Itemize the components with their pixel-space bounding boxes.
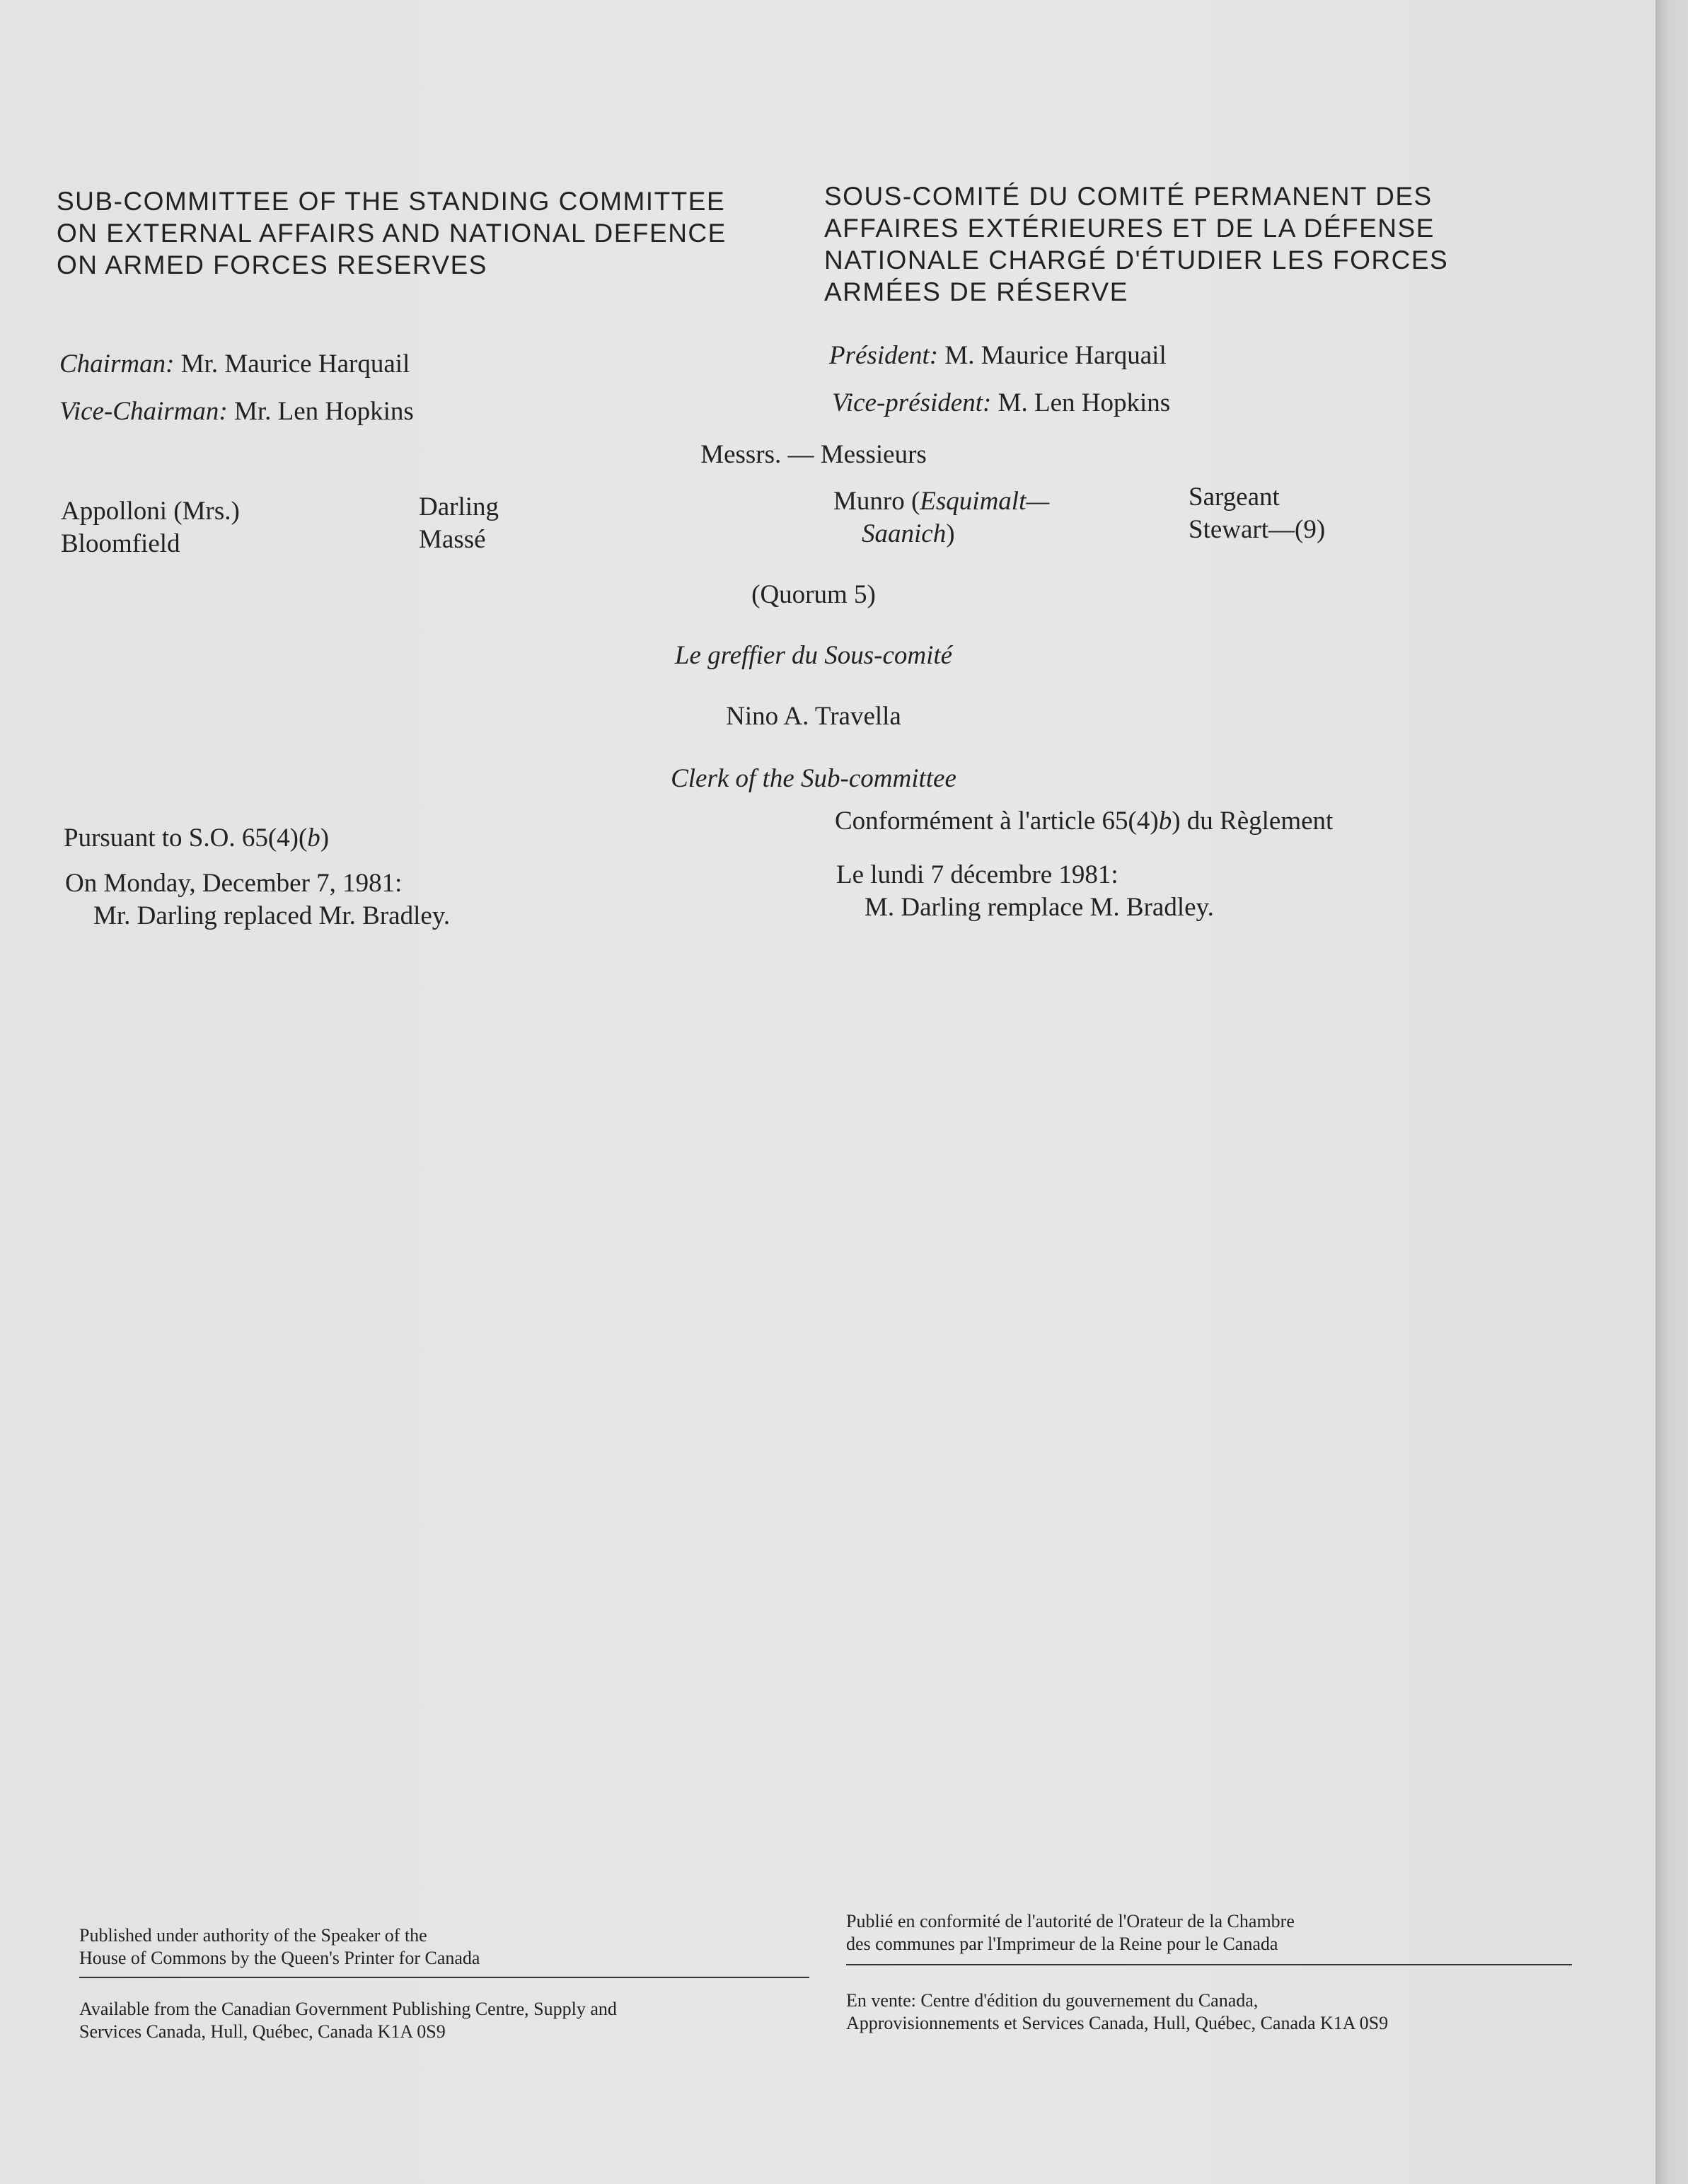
page-edge-shadow bbox=[1655, 0, 1688, 2184]
footer-en-available bbox=[79, 1998, 617, 2043]
pursuant-en-end: ) bbox=[320, 824, 330, 853]
footer-en-published-line-1: Published under authority of the Speaker of the bbox=[79, 1925, 427, 1946]
clerk-name: Nino A. Travella bbox=[726, 702, 901, 731]
member: Stewart—(9) bbox=[1189, 515, 1326, 544]
chairman-en-label: Chairman: bbox=[59, 349, 175, 379]
vice-chairman-en-name: Mr. Len Hopkins bbox=[233, 397, 414, 426]
clerk-title-fr: Le greffier du Sous-comité bbox=[674, 641, 953, 670]
change-fr-date: Le lundi 7 décembre 1981: bbox=[836, 860, 1118, 889]
change-fr-text: M. Darling remplace M. Bradley. bbox=[865, 893, 1214, 922]
member: Bloomfield bbox=[61, 529, 180, 558]
left-heading-line-3: ON ARMED FORCES RESERVES bbox=[57, 250, 487, 279]
chairman-en bbox=[59, 348, 410, 381]
footer-en-divider bbox=[79, 1977, 809, 1978]
chairman-fr bbox=[829, 340, 1167, 372]
right-heading bbox=[824, 180, 1448, 308]
change-en-text: Mr. Darling replaced Mr. Bradley. bbox=[93, 901, 451, 930]
footer-fr-divider bbox=[846, 1964, 1572, 1965]
footer-fr-available-line-2: Approvisionnements et Services Canada, Hull, Québec, Canada K1A 0S9 bbox=[846, 2013, 1389, 2033]
footer-en-available-line-2: Services Canada, Hull, Québec, Canada K1A 0S9 bbox=[79, 2021, 446, 2042]
vice-chairman-en-label: Vice-Chairman: bbox=[59, 397, 228, 426]
footer-en-published bbox=[79, 1924, 480, 1970]
right-heading-line-3: NATIONALE CHARGÉ D'ÉTUDIER LES FORCES bbox=[824, 245, 1449, 275]
vice-chairman-fr-name: M. Len Hopkins bbox=[998, 388, 1171, 417]
quorum: (Quorum 5) bbox=[751, 580, 876, 609]
vice-chairman-en bbox=[59, 395, 414, 428]
pursuant-en bbox=[64, 822, 329, 855]
chairman-fr-name: M. Maurice Harquail bbox=[944, 341, 1167, 370]
clerk-title-en: Clerk of the Sub-committee bbox=[671, 764, 956, 793]
vice-chairman-fr-label: Vice-président: bbox=[832, 388, 992, 417]
footer-fr-published-line-2: des communes par l'Imprimeur de la Reine pour le Canada bbox=[846, 1934, 1278, 1954]
pursuant-fr-italic: b bbox=[1158, 807, 1172, 836]
right-heading-line-1: SOUS-COMITÉ DU COMITÉ PERMANENT DES bbox=[824, 182, 1433, 211]
right-heading-line-4: ARMÉES DE RÉSERVE bbox=[824, 277, 1128, 306]
member-munro-name: Munro ( bbox=[833, 487, 920, 516]
left-heading-line-1: SUB-COMMITTEE OF THE STANDING COMMITTEE bbox=[57, 187, 726, 216]
change-en bbox=[65, 867, 450, 932]
member-munro-line-1 bbox=[833, 485, 1049, 518]
change-fr bbox=[836, 859, 1214, 924]
footer-en-available-line-1: Available from the Canadian Government Publishing Centre, Supply and bbox=[79, 1999, 617, 2019]
member-munro-line-2 bbox=[833, 518, 1049, 550]
pursuant-fr-end: ) du Règlement bbox=[1172, 807, 1334, 836]
right-heading-line-2: AFFAIRES EXTÉRIEURES ET DE LA DÉFENSE bbox=[824, 214, 1435, 243]
footer-en-published-line-2: House of Commons by the Queen's Printer for Canada bbox=[79, 1948, 480, 1968]
footer-fr-published bbox=[846, 1910, 1295, 1955]
member: Darling bbox=[419, 492, 499, 521]
footer-fr-available bbox=[846, 1989, 1388, 2035]
footer-fr-published-line-1: Publié en conformité de l'autorité de l'Orateur de la Chambre bbox=[846, 1911, 1295, 1931]
members-col-2 bbox=[419, 491, 499, 556]
footer-fr-available-line-1: En vente: Centre d'édition du gouvernement du Canada, bbox=[846, 1990, 1259, 2011]
chairman-en-name: Mr. Maurice Harquail bbox=[180, 349, 410, 379]
vice-chairman-fr bbox=[832, 387, 1170, 420]
pursuant-fr-text: Conformément à l'article 65(4) bbox=[835, 807, 1159, 836]
pursuant-fr bbox=[835, 805, 1333, 838]
members-col-1 bbox=[61, 495, 240, 560]
pursuant-en-italic: b bbox=[307, 824, 320, 853]
left-heading bbox=[57, 185, 727, 281]
member-munro-riding-2: Saanich bbox=[862, 519, 947, 548]
change-en-date: On Monday, December 7, 1981: bbox=[65, 869, 403, 898]
member: Massé bbox=[419, 525, 486, 554]
member: Sargeant bbox=[1189, 483, 1280, 512]
member-munro-close: ) bbox=[946, 519, 955, 548]
members-col-3 bbox=[833, 485, 1049, 550]
pursuant-en-text: Pursuant to S.O. 65(4)( bbox=[64, 824, 308, 853]
members-col-4 bbox=[1189, 481, 1325, 546]
member: Appolloni (Mrs.) bbox=[61, 497, 240, 526]
left-heading-line-2: ON EXTERNAL AFFAIRS AND NATIONAL DEFENCE bbox=[57, 219, 727, 248]
member-munro-riding-1: Esquimalt— bbox=[920, 487, 1050, 516]
members-heading: Messrs. — Messieurs bbox=[700, 440, 927, 469]
chairman-fr-label: Président: bbox=[829, 341, 939, 370]
